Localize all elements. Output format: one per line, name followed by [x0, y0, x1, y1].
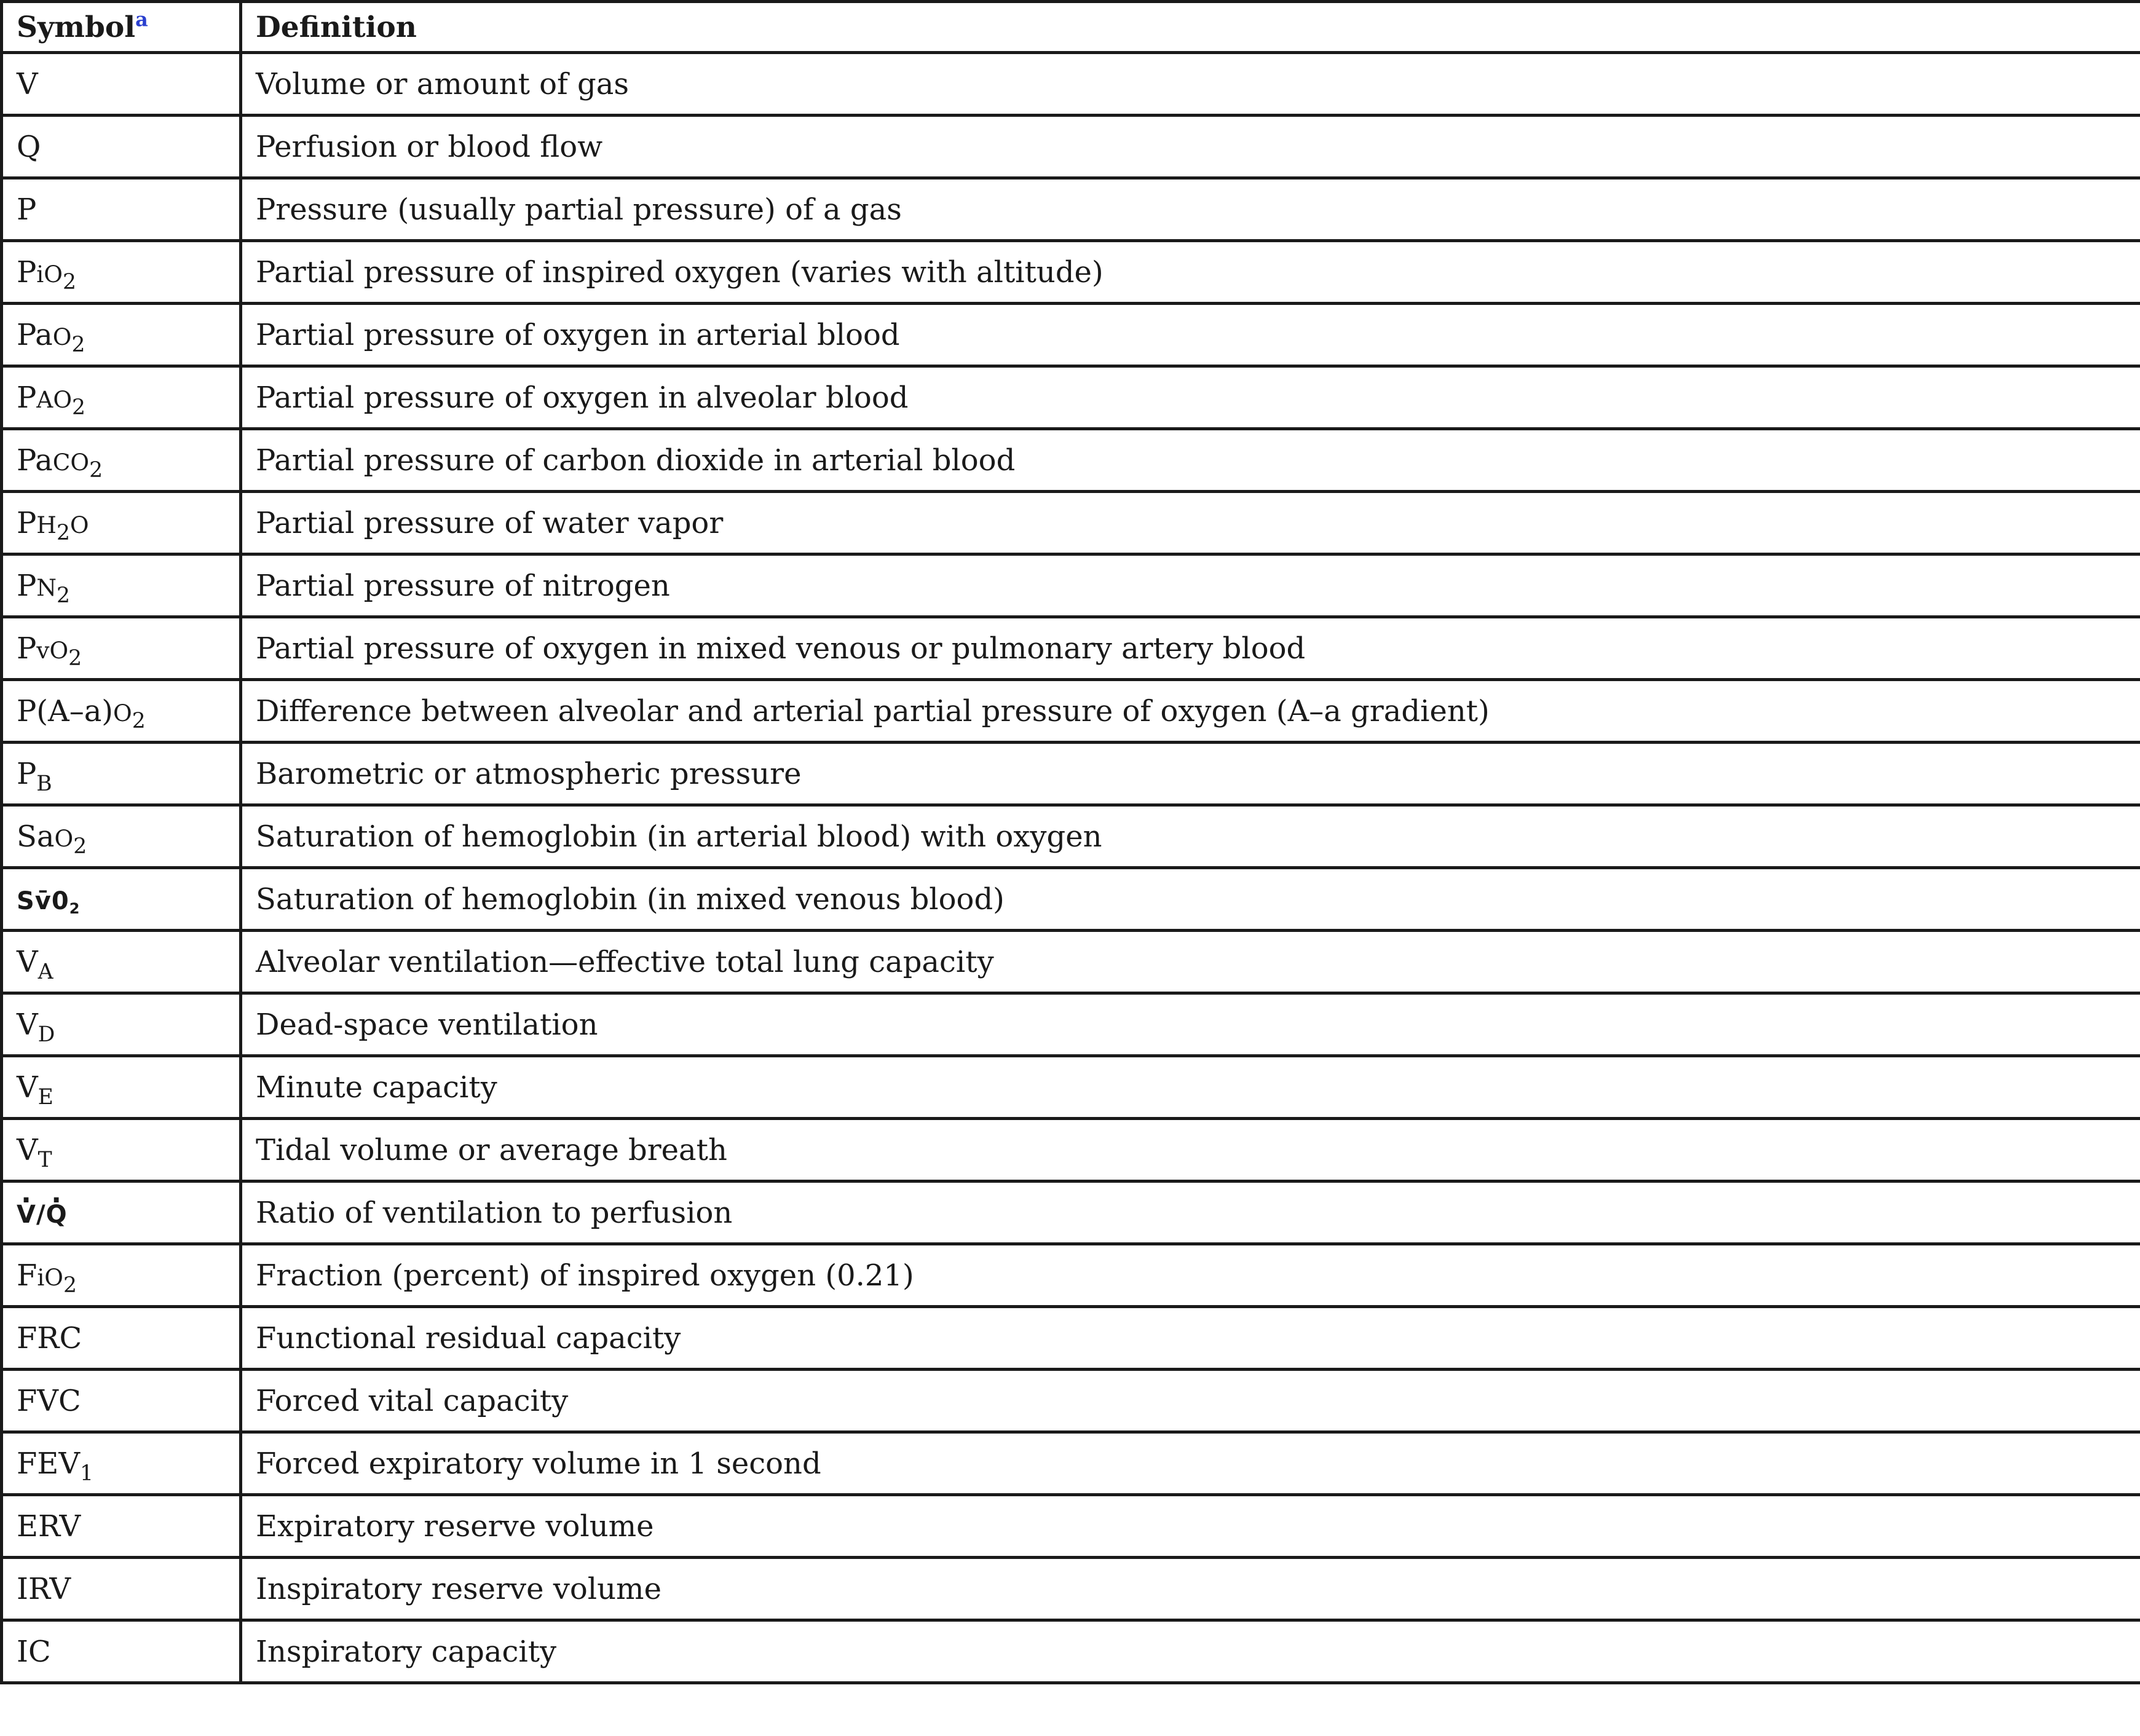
symbol-cell: $V_A$	[2, 931, 241, 993]
definition-cell: Partial pressure of nitrogen	[241, 554, 2140, 617]
table-header-row	[2, 2, 2140, 53]
definition-cell: Partial pressure of carbon dioxide in arterial blood	[241, 429, 2140, 492]
symbol-cell: $PAO_2$	[2, 366, 241, 429]
table-row	[2, 617, 2140, 680]
symbol-cell: PaCO$_2$	[2, 429, 241, 492]
symbol-cell: PvO$_2$	[2, 617, 241, 680]
symbol-cell: FRC	[2, 1307, 241, 1370]
table-row	[2, 241, 2140, 304]
symbol-cell: $P(A-a)O_2$	[2, 680, 241, 743]
table-row	[2, 1119, 2140, 1182]
vq-ratio-symbol: · V/· Q	[17, 1201, 68, 1229]
table-row	[2, 116, 2140, 178]
symbol-cell: $PN_2$	[2, 554, 241, 617]
definition-cell: Alveolar ventilation—effective total lung capacity	[241, 931, 2140, 993]
symbol-cell: $PH_2O$	[2, 492, 241, 554]
definition-cell: Fraction (percent) of inspired oxygen (0.21)	[241, 1244, 2140, 1307]
symbol-cell: $FEV_1$	[2, 1432, 241, 1495]
definition-cell: Forced vital capacity	[241, 1370, 2140, 1432]
symbol-cell: $P_B$	[2, 743, 241, 805]
footnote-link[interactable]: a	[135, 7, 148, 31]
symbol-cell	[2, 1182, 241, 1244]
symbol-column-header: Symbol$^a$	[2, 2, 241, 53]
table-row	[2, 993, 2140, 1056]
table-row	[2, 743, 2140, 805]
symbol-cell	[2, 868, 241, 931]
definition-cell: Difference between alveolar and arterial partial pressure of oxygen (A–a gradient)	[241, 680, 2140, 743]
table-row	[2, 492, 2140, 554]
symbol-cell: IRV	[2, 1558, 241, 1620]
table-row	[2, 1244, 2140, 1307]
definition-cell: Inspiratory capacity	[241, 1620, 2140, 1683]
definition-column-header: Definition	[241, 2, 2140, 53]
table-row	[2, 1307, 2140, 1370]
table-row	[2, 1182, 2140, 1244]
table-row	[2, 805, 2140, 868]
symbol-cell: IC	[2, 1620, 241, 1683]
table-row	[2, 178, 2140, 241]
table-row	[2, 1370, 2140, 1432]
definition-cell: Tidal volume or average breath	[241, 1119, 2140, 1182]
table-row	[2, 1620, 2140, 1683]
definition-cell: Functional residual capacity	[241, 1307, 2140, 1370]
symbol-cell: SaO$_2$	[2, 805, 241, 868]
svo2-symbol: $Sv̄0_2$	[17, 886, 81, 917]
table-row	[2, 53, 2140, 116]
definition-cell: Dead-space ventilation	[241, 993, 2140, 1056]
table-row	[2, 554, 2140, 617]
definition-cell: Partial pressure of oxygen in arterial blood	[241, 304, 2140, 366]
table-row	[2, 1558, 2140, 1620]
definition-cell: Barometric or atmospheric pressure	[241, 743, 2140, 805]
table-row	[2, 429, 2140, 492]
definition-cell: Inspiratory reserve volume	[241, 1558, 2140, 1620]
definition-cell: Volume or amount of gas	[241, 53, 2140, 116]
table-row	[2, 680, 2140, 743]
symbol-cell: $V_E$	[2, 1056, 241, 1119]
table-row	[2, 304, 2140, 366]
definition-cell: Partial pressure of oxygen in mixed venous or pulmonary artery blood	[241, 617, 2140, 680]
definition-cell: Forced expiratory volume in 1 second	[241, 1432, 2140, 1495]
definition-cell: Partial pressure of water vapor	[241, 492, 2140, 554]
symbol-cell: V	[2, 53, 241, 116]
symbol-cell: PiO$_2$	[2, 241, 241, 304]
symbol-cell: Q	[2, 116, 241, 178]
table-row	[2, 931, 2140, 993]
table-row	[2, 868, 2140, 931]
symbol-cell: PaO$_2$	[2, 304, 241, 366]
table-row	[2, 1495, 2140, 1558]
definition-cell: Perfusion or blood flow	[241, 116, 2140, 178]
definition-cell: Pressure (usually partial pressure) of a gas	[241, 178, 2140, 241]
symbol-cell: $V_D$	[2, 993, 241, 1056]
definition-cell: Partial pressure of oxygen in alveolar blood	[241, 366, 2140, 429]
definition-cell: Partial pressure of inspired oxygen (varies with altitude)	[241, 241, 2140, 304]
definition-cell: Saturation of hemoglobin (in mixed venous blood)	[241, 868, 2140, 931]
definition-cell: Minute capacity	[241, 1056, 2140, 1119]
table-row	[2, 1432, 2140, 1495]
table-row	[2, 366, 2140, 429]
symbol-cell: $V_T$	[2, 1119, 241, 1182]
table-row	[2, 1056, 2140, 1119]
symbol-cell: ERV	[2, 1495, 241, 1558]
symbol-cell: FVC	[2, 1370, 241, 1432]
definition-cell: Saturation of hemoglobin (in arterial blood) with oxygen	[241, 805, 2140, 868]
definition-cell: Ratio of ventilation to perfusion	[241, 1182, 2140, 1244]
symbol-cell: FiO$_2$	[2, 1244, 241, 1307]
symbol-cell: P	[2, 178, 241, 241]
definition-cell: Expiratory reserve volume	[241, 1495, 2140, 1558]
